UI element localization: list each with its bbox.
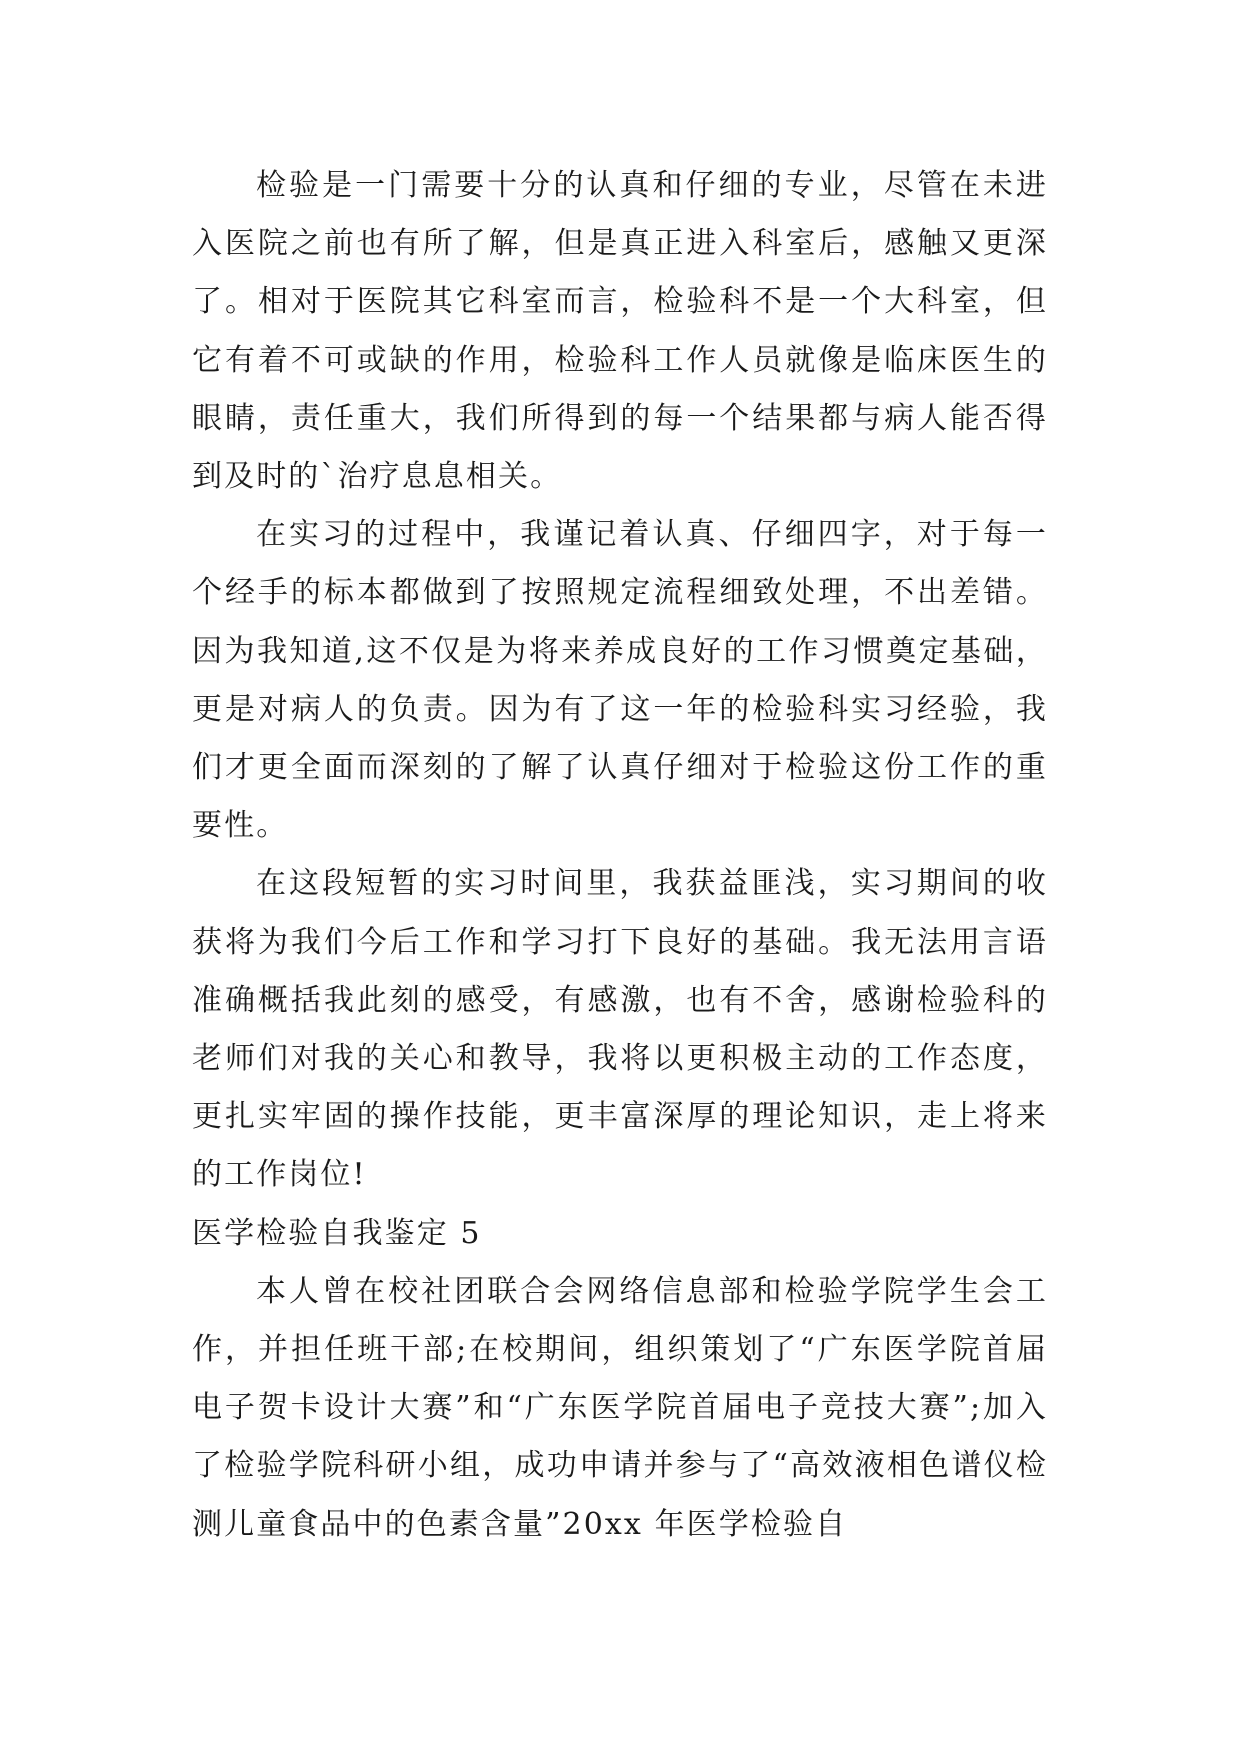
- section-heading: 医学检验自我鉴定 5: [192, 1215, 482, 1251]
- paragraph-lab-work: 检验是一门需要十分的认真和仔细的专业，尽管在未进入医院之前也有所了解，但是真正进入科室后，感触又更深了。相对于医院其它科室而言，检验科不是一个大科室，但它有着不可或缺的作用，检验科工作人员就像是临床医生的眼睛，责任重大，我们所得到的每一个结果都与病人能否得到及时的`治疗息息相关。: [192, 168, 1048, 495]
- paragraph-internship-process: 在实习的过程中，我谨记着认真、仔细四字，对于每一个经手的标本都做到了按照规定流程细致处理，不出差错。因为我知道,这不仅是为将来养成良好的工作习惯奠定基础，更是对病人的负责。因为有了这一年的检验科实习经验，我们才更全面而深刻的了解了认真仔细对于检验这份工作的重要性。: [192, 517, 1048, 844]
- paragraph-internship-gains: 在这段短暂的实习时间里，我获益匪浅，实习期间的收获将为我们今后工作和学习打下良好的基础。我无法用言语准确概括我此刻的感受，有感激，也有不舍，感谢检验科的老师们对我的关心和教导，我将以更积极主动的工作态度，更扎实牢固的操作技能，更丰富深厚的理论知识，走上将来的工作岗位!: [192, 866, 1048, 1193]
- paragraph-self-assessment-5: 本人曾在校社团联合会网络信息部和检验学院学生会工作，并担任班干部;在校期间，组织策划了“广东医学院首届电子贺卡设计大赛”和“广东医学院首届电子竞技大赛”;加入了检验学院科研小组，成功申请并参与了“高效液相色谱仪检测儿童食品中的色素含量”20xx 年医学检验自: [192, 1273, 1048, 1542]
- document-body: [192, 157, 1048, 1554]
